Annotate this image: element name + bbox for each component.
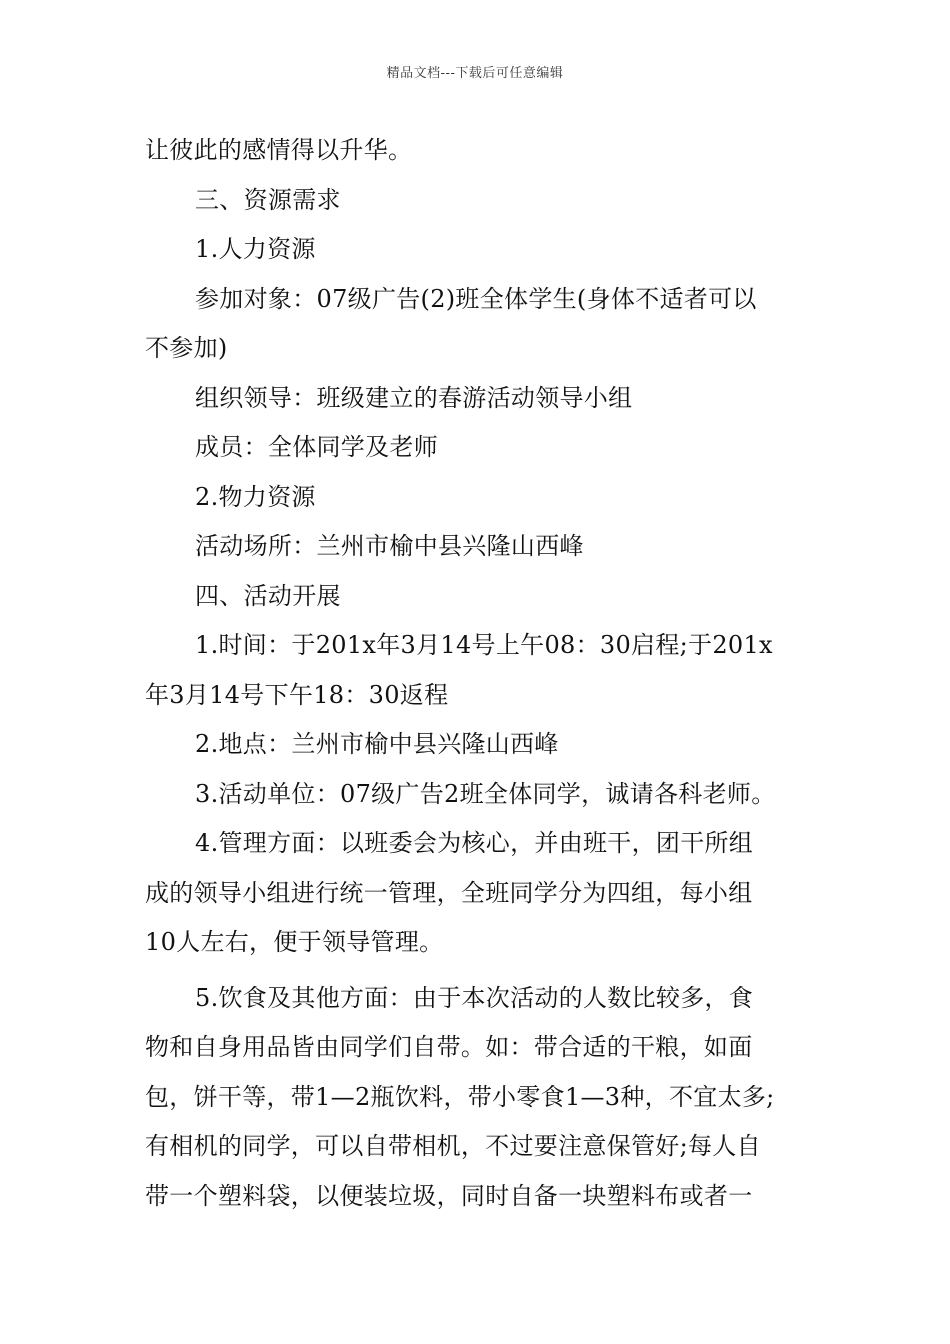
- text-line: 参加对象：07级广告(2)班全体学生(身体不适者可以: [195, 284, 757, 313]
- text-line: 活动场所：兰州市榆中县兴隆山西峰: [195, 532, 584, 560]
- text-line: 成的领导小组进行统一管理，全班同学分为四组，每小组: [145, 878, 753, 907]
- text-line: 组织领导：班级建立的春游活动领导小组: [195, 383, 633, 412]
- text-line: 包，饼干等，带1—2瓶饮料，带小零食1—3种，不宜太多;: [145, 1082, 775, 1111]
- text-line: 1.时间：于201x年3月14号上午08：30启程;于201x: [195, 631, 773, 659]
- text-line: 让彼此的感情得以升华。: [145, 136, 413, 164]
- text-line: 不参加): [145, 334, 228, 362]
- section-heading-resources: 三、资源需求: [195, 185, 341, 214]
- text-line: 10人左右，便于领导管理。: [145, 928, 444, 956]
- text-line: 年3月14号下午18：30返程: [145, 680, 449, 709]
- text-line: 有相机的同学，可以自带相机，不过要注意保管好;每人自: [145, 1132, 761, 1160]
- section-heading-activities: 四、活动开展: [195, 581, 341, 610]
- text-line: 3.活动单位：07级广告2班全体同学，诚请各科老师。: [195, 779, 776, 808]
- text-line: 4.管理方面：以班委会为核心，并由班干，团干所组: [195, 829, 754, 857]
- text-line: 5.饮食及其他方面：由于本次活动的人数比较多，食: [195, 983, 754, 1012]
- subheading-material-resources: 2.物力资源: [195, 482, 316, 511]
- subheading-human-resources: 1.人力资源: [195, 235, 316, 263]
- text-line: 2.地点：兰州市榆中县兴隆山西峰: [195, 730, 559, 758]
- document-body: [145, 126, 810, 1221]
- text-line: 带一个塑料袋，以便装垃圾，同时自备一块塑料布或者一: [145, 1181, 753, 1210]
- text-line: 物和自身用品皆由同学们自带。如：带合适的干粮，如面: [145, 1033, 753, 1061]
- text-line: 成员：全体同学及老师: [195, 433, 438, 461]
- page-header: 精品文档---下载后可任意编辑: [386, 66, 564, 81]
